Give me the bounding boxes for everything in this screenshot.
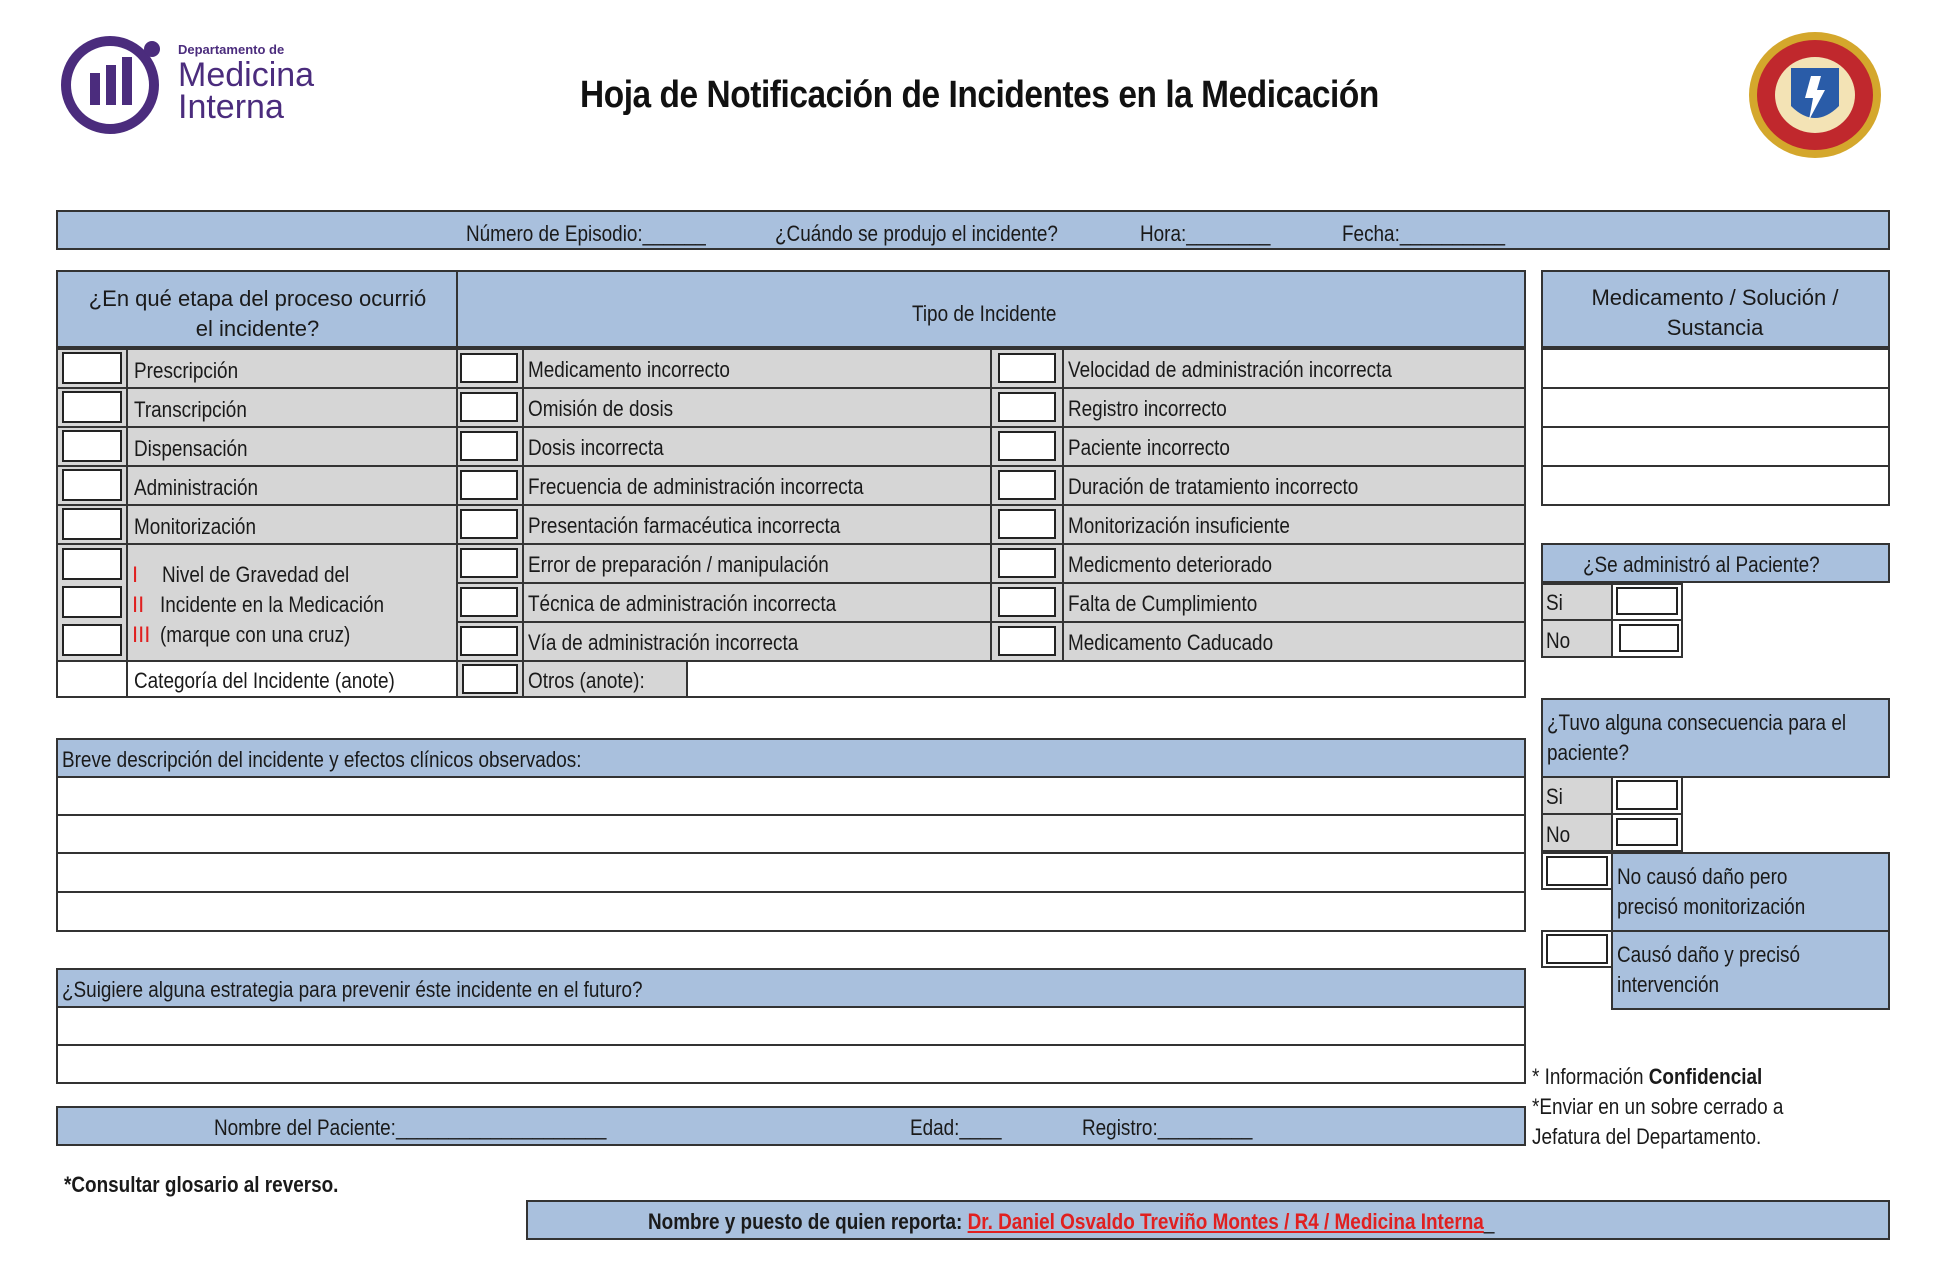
consequence-option1-label: No causó daño pero precisó monitorización [1617, 864, 1806, 919]
incident-type-b-label-8: Medicamento Caducado [1068, 630, 1274, 655]
incident-type-b-checkbox-2[interactable] [998, 392, 1056, 422]
incident-type-header-text: Tipo de Incidente [912, 301, 1057, 326]
category-label: Categoría del Incidente (anote) [134, 668, 395, 693]
incident-type-b-label-7: Falta de Cumplimiento [1068, 591, 1258, 616]
reporter-line [648, 1209, 1494, 1235]
department-logo [60, 30, 330, 135]
university-seal-icon [1745, 28, 1885, 163]
confidential-note [1532, 1064, 1762, 1090]
administered-question: ¿Se administró al Paciente? [1583, 552, 1820, 577]
incident-type-b-label-4: Duración de tratamiento incorrecto [1068, 474, 1359, 499]
stage-checkbox-administracion[interactable] [62, 469, 122, 501]
incident-type-a-checkbox-5[interactable] [460, 509, 518, 539]
stage-checkbox-transcripcion[interactable] [62, 391, 122, 423]
incident-type-b-checkbox-5[interactable] [998, 509, 1056, 539]
incident-type-b-label-1: Velocidad de administración incorrecta [1068, 357, 1392, 382]
stage-checkbox-prescripcion[interactable] [62, 352, 122, 384]
glossary-note: *Consultar glosario al reverso. [64, 1172, 339, 1197]
time-field[interactable]: Hora:________ [1140, 221, 1271, 246]
incident-when-label: ¿Cuándo se produjo el incidente? [775, 221, 1058, 246]
stage-header-text: ¿En qué etapa del proceso ocurrió el incidente? [88, 286, 427, 341]
otros-label: Otros (anote): [528, 668, 645, 693]
description-line-1[interactable] [60, 780, 1520, 812]
administered-no-label: No [1546, 628, 1571, 653]
stage-checkbox-monitorizacion[interactable] [62, 508, 122, 540]
severity-numeral-1: I [132, 562, 139, 587]
severity-checkbox-3[interactable] [62, 624, 122, 656]
administered-yes-checkbox[interactable] [1616, 587, 1678, 615]
incident-type-a-checkbox-2[interactable] [460, 392, 518, 422]
severity-numeral-3: III [132, 622, 151, 647]
administered-no-checkbox[interactable] [1619, 624, 1679, 652]
consequence-option2-checkbox[interactable] [1546, 934, 1608, 964]
logo-mark-icon [60, 35, 175, 135]
medication-input-4[interactable] [1545, 469, 1885, 502]
incident-type-b-label-3: Paciente incorrecto [1068, 435, 1230, 460]
date-field[interactable]: Fecha:__________ [1342, 221, 1506, 246]
incident-type-a-checkbox-1[interactable] [460, 353, 518, 383]
consequence-no-label: No [1546, 822, 1571, 847]
patient-registry-field[interactable]: Registro:_________ [1082, 1115, 1253, 1140]
medication-input-3[interactable] [1545, 430, 1885, 463]
consequence-no-checkbox[interactable] [1616, 818, 1678, 846]
incident-type-b-checkbox-8[interactable] [998, 626, 1056, 656]
stage-checkbox-dispensacion[interactable] [62, 430, 122, 462]
consequence-yes-checkbox[interactable] [1616, 780, 1678, 810]
consequence-yes-label: Si [1546, 784, 1563, 809]
severity-line-1: Nivel de Gravedad del [162, 562, 350, 587]
send-note-line2: Jefatura del Departamento. [1532, 1124, 1762, 1149]
description-label: Breve descripción del incidente y efectos clínicos observados: [62, 747, 582, 772]
page-title: Hoja de Notificación de Incidentes en la Medicación [580, 74, 1379, 116]
logo-text-line2: Medicina [178, 56, 315, 94]
medication-input-1[interactable] [1545, 352, 1885, 385]
incident-type-a-label-2: Omisión de dosis [528, 396, 674, 421]
incident-type-b-checkbox-4[interactable] [998, 470, 1056, 500]
medication-input-2[interactable] [1545, 391, 1885, 424]
incident-type-a-checkbox-6[interactable] [460, 548, 518, 578]
incident-type-b-label-2: Registro incorrecto [1068, 396, 1227, 421]
strategy-label: ¿Suigiere alguna estrategia para prevenir éste incidente en el futuro? [62, 977, 643, 1002]
incident-type-a-label-4: Frecuencia de administración incorrecta [528, 474, 864, 499]
incident-type-a-label-3: Dosis incorrecta [528, 435, 664, 460]
otros-input[interactable] [690, 662, 1522, 696]
stage-label-dispensacion: Dispensación [134, 436, 248, 461]
reporter-label: Nombre y puesto de quien reporta: [648, 1209, 963, 1234]
patient-name-field[interactable]: Nombre del Paciente:____________________ [214, 1115, 607, 1140]
logo-text-line1: Departamento de [178, 42, 285, 57]
incident-type-a-label-6: Error de preparación / manipulación [528, 552, 829, 577]
reporter-value[interactable]: Dr. Daniel Osvaldo Treviño Montes / R4 / Medicina Interna [967, 1209, 1484, 1234]
incident-type-b-label-6: Medicmento deteriorado [1068, 552, 1273, 577]
incident-type-b-checkbox-7[interactable] [998, 587, 1056, 617]
severity-checkbox-1[interactable] [62, 548, 122, 580]
description-line-2[interactable] [60, 818, 1520, 850]
consequence-option2-label: Causó daño y precisó intervención [1617, 942, 1801, 997]
send-note-line1: *Enviar en un sobre cerrado a [1532, 1094, 1784, 1119]
severity-checkbox-2[interactable] [62, 586, 122, 618]
medication-header-text: Medicamento / Solución / Sustancia [1591, 285, 1839, 340]
incident-type-b-checkbox-3[interactable] [998, 431, 1056, 461]
stage-label-monitorizacion: Monitorización [134, 514, 256, 539]
incident-type-b-checkbox-6[interactable] [998, 548, 1056, 578]
severity-line-3: (marque con una cruz) [160, 622, 351, 647]
incident-type-b-label-5: Monitorización insuficiente [1068, 513, 1290, 538]
strategy-line-2[interactable] [60, 1048, 1520, 1080]
incident-type-a-checkbox-7[interactable] [460, 587, 518, 617]
incident-type-a-label-8: Vía de administración incorrecta [528, 630, 799, 655]
stage-label-prescripcion: Prescripción [134, 358, 239, 383]
stage-label-administracion: Administración [134, 475, 259, 500]
description-line-3[interactable] [60, 856, 1520, 889]
incident-type-a-checkbox-4[interactable] [460, 470, 518, 500]
consequence-question: ¿Tuvo alguna consecuencia para el paciente? [1547, 710, 1847, 765]
incident-type-a-label-5: Presentación farmacéutica incorrecta [528, 513, 841, 538]
patient-age-field[interactable]: Edad:____ [910, 1115, 1002, 1140]
consequence-option1-checkbox[interactable] [1546, 856, 1608, 886]
incident-type-b-checkbox-1[interactable] [998, 353, 1056, 383]
incident-type-a-checkbox-3[interactable] [460, 431, 518, 461]
severity-line-2: Incidente en la Medicación [160, 592, 385, 617]
reporter-trail: _ [1483, 1209, 1495, 1234]
incident-type-a-label-1: Medicamento incorrecto [528, 357, 730, 382]
strategy-line-1[interactable] [60, 1010, 1520, 1042]
severity-numeral-2: II [132, 592, 145, 617]
confidential-bold: Confidencial [1648, 1064, 1763, 1089]
incident-type-a-label-7: Técnica de administración incorrecta [528, 591, 837, 616]
logo-text-line3: Interna [178, 88, 284, 126]
administered-yes-label: Si [1546, 590, 1563, 615]
incident-type-a-checkbox-8[interactable] [460, 626, 518, 656]
otros-checkbox[interactable] [462, 664, 518, 694]
episode-number-field[interactable]: Número de Episodio:______ [466, 221, 706, 246]
confidential-prefix: * Información [1532, 1064, 1644, 1089]
description-line-4[interactable] [60, 895, 1520, 928]
stage-label-transcripcion: Transcripción [134, 397, 247, 422]
